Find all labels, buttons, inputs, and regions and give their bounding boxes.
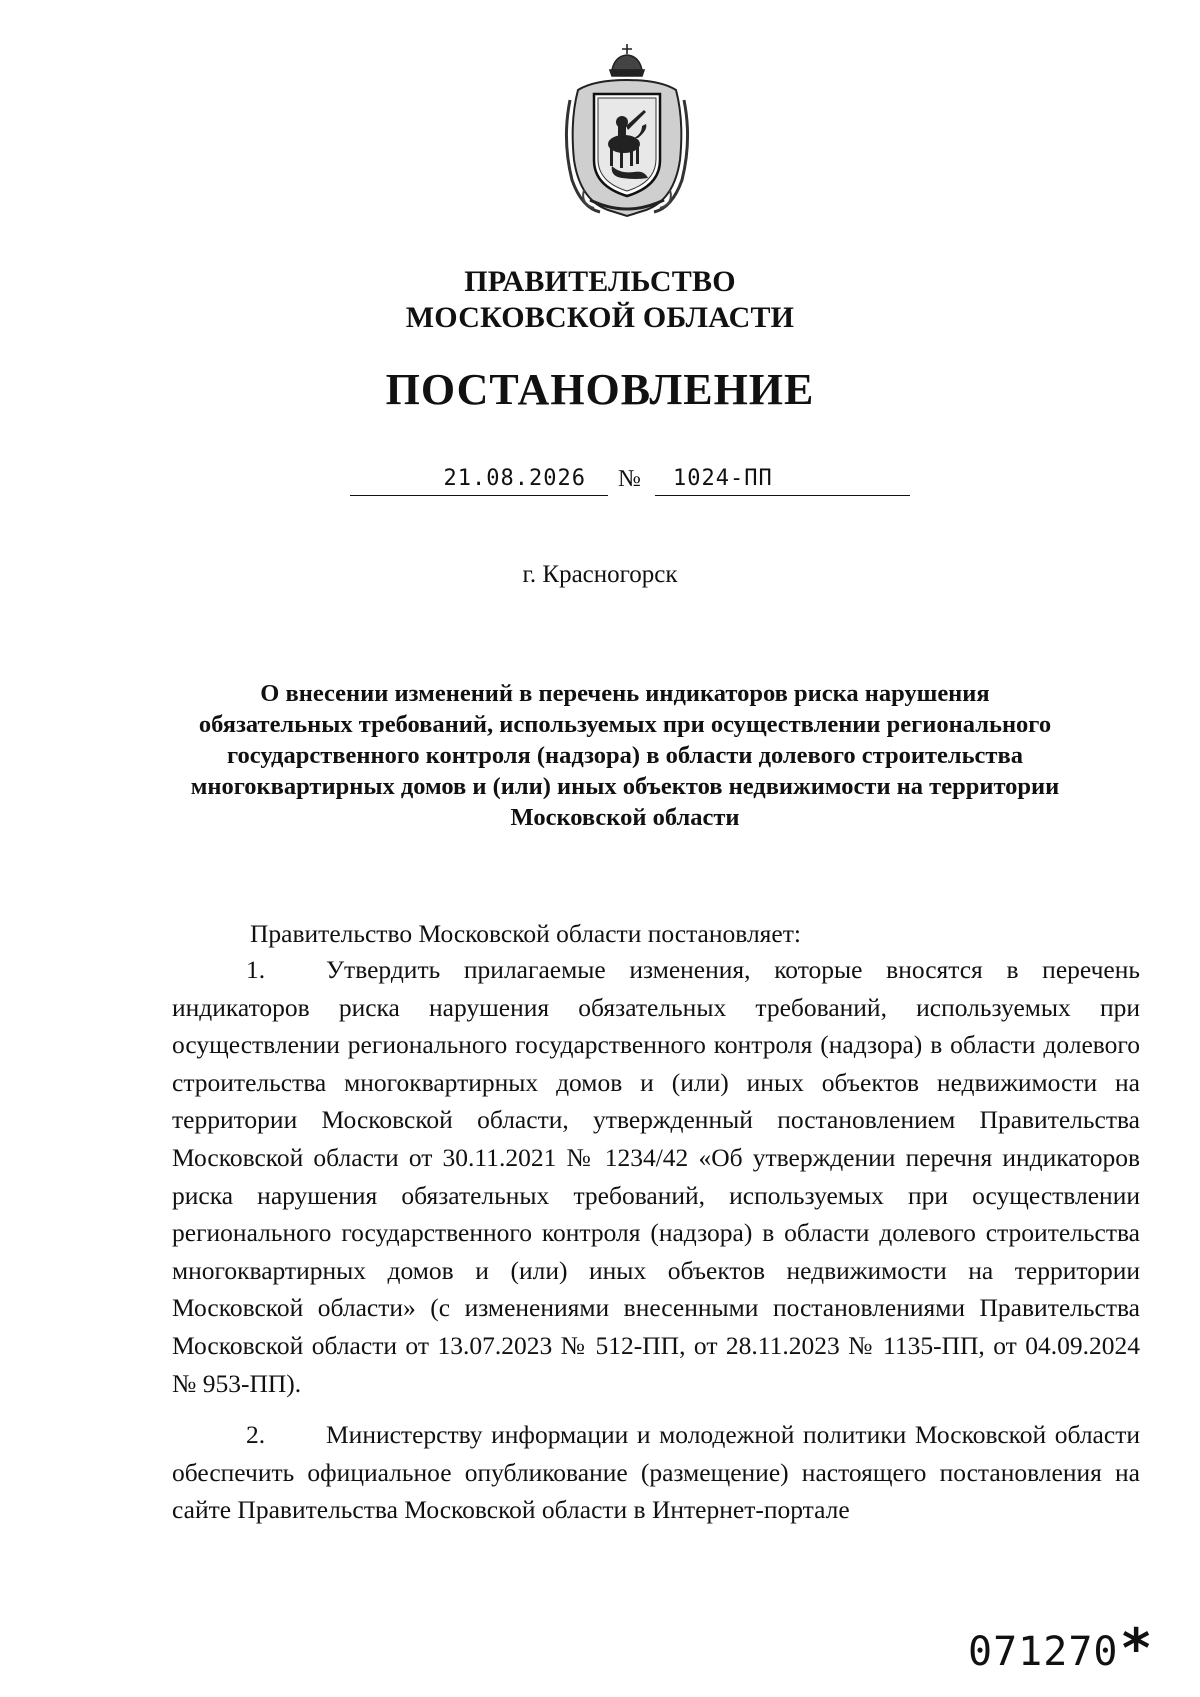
preamble: Правительство Московской области постановляет: [250, 919, 801, 948]
paragraph-1 [172, 951, 1140, 1402]
document-number: 1024-ПП [655, 462, 910, 496]
paragraph-text: Утвердить прилагаемые изменения, которые вносятся в перечень индикаторов риска нарушения обязательных требований, используемых при осуществлении регионального государственного контроля (надзора) в области долевого строительства многоквартирных домов и (или) иных объектов недвижимости на территории Московской области, утвержденный постановлением Правительства Московской области от 30.11.2021 № 1234/42 «Об утверждении перечня индикаторов риска нарушения обязательных требований, используемых при осуществлении регионального государственного контроля (надзора) в области долевого строительства многоквартирных домов и (или) иных объектов недвижимости на территории Московской области» (с изменениями внесенными постановлениями Правительства Московской области от 13.07.2023 № 512-ПП, от 28.11.2023 № 1135-ПП, от 04.09.2024 № 953-ПП). [172, 955, 1140, 1398]
registration-line [350, 462, 910, 502]
paragraph-number: 1. [246, 955, 266, 984]
serial-number: 071270 [968, 1629, 1119, 1675]
city-of-issue: г. Красногорск [522, 561, 678, 588]
government-title-line2: МОСКОВСКОЙ ОБЛАСТИ [405, 301, 795, 334]
government-title-line1: ПРАВИТЕЛЬСТВО [464, 265, 736, 298]
coat-of-arms-icon [560, 40, 695, 220]
paragraph-text: Министерству информации и молодежной политики Московской области обеспечить официальное опубликование (размещение) настоящего постановления на сайте Правительства Московской области в Интернет-портале [172, 1420, 1140, 1525]
number-sign: № [618, 466, 641, 492]
document-type: ПОСТАНОВЛЕНИЕ [385, 365, 815, 414]
asterisk-mark: * [1122, 1617, 1151, 1680]
paragraph-2 [172, 1416, 1140, 1529]
document-subject: О внесении изменений в перечень индикаторов риска нарушения обязательных требований, используемых при осуществлении регионального государственного контроля (надзора) в области долевого строительства многоквартирных домов и (или) иных объектов недвижимости на территории Московской области [190, 680, 1060, 831]
document-date: 21.08.2026 [350, 462, 608, 496]
paragraph-number: 2. [246, 1420, 266, 1449]
